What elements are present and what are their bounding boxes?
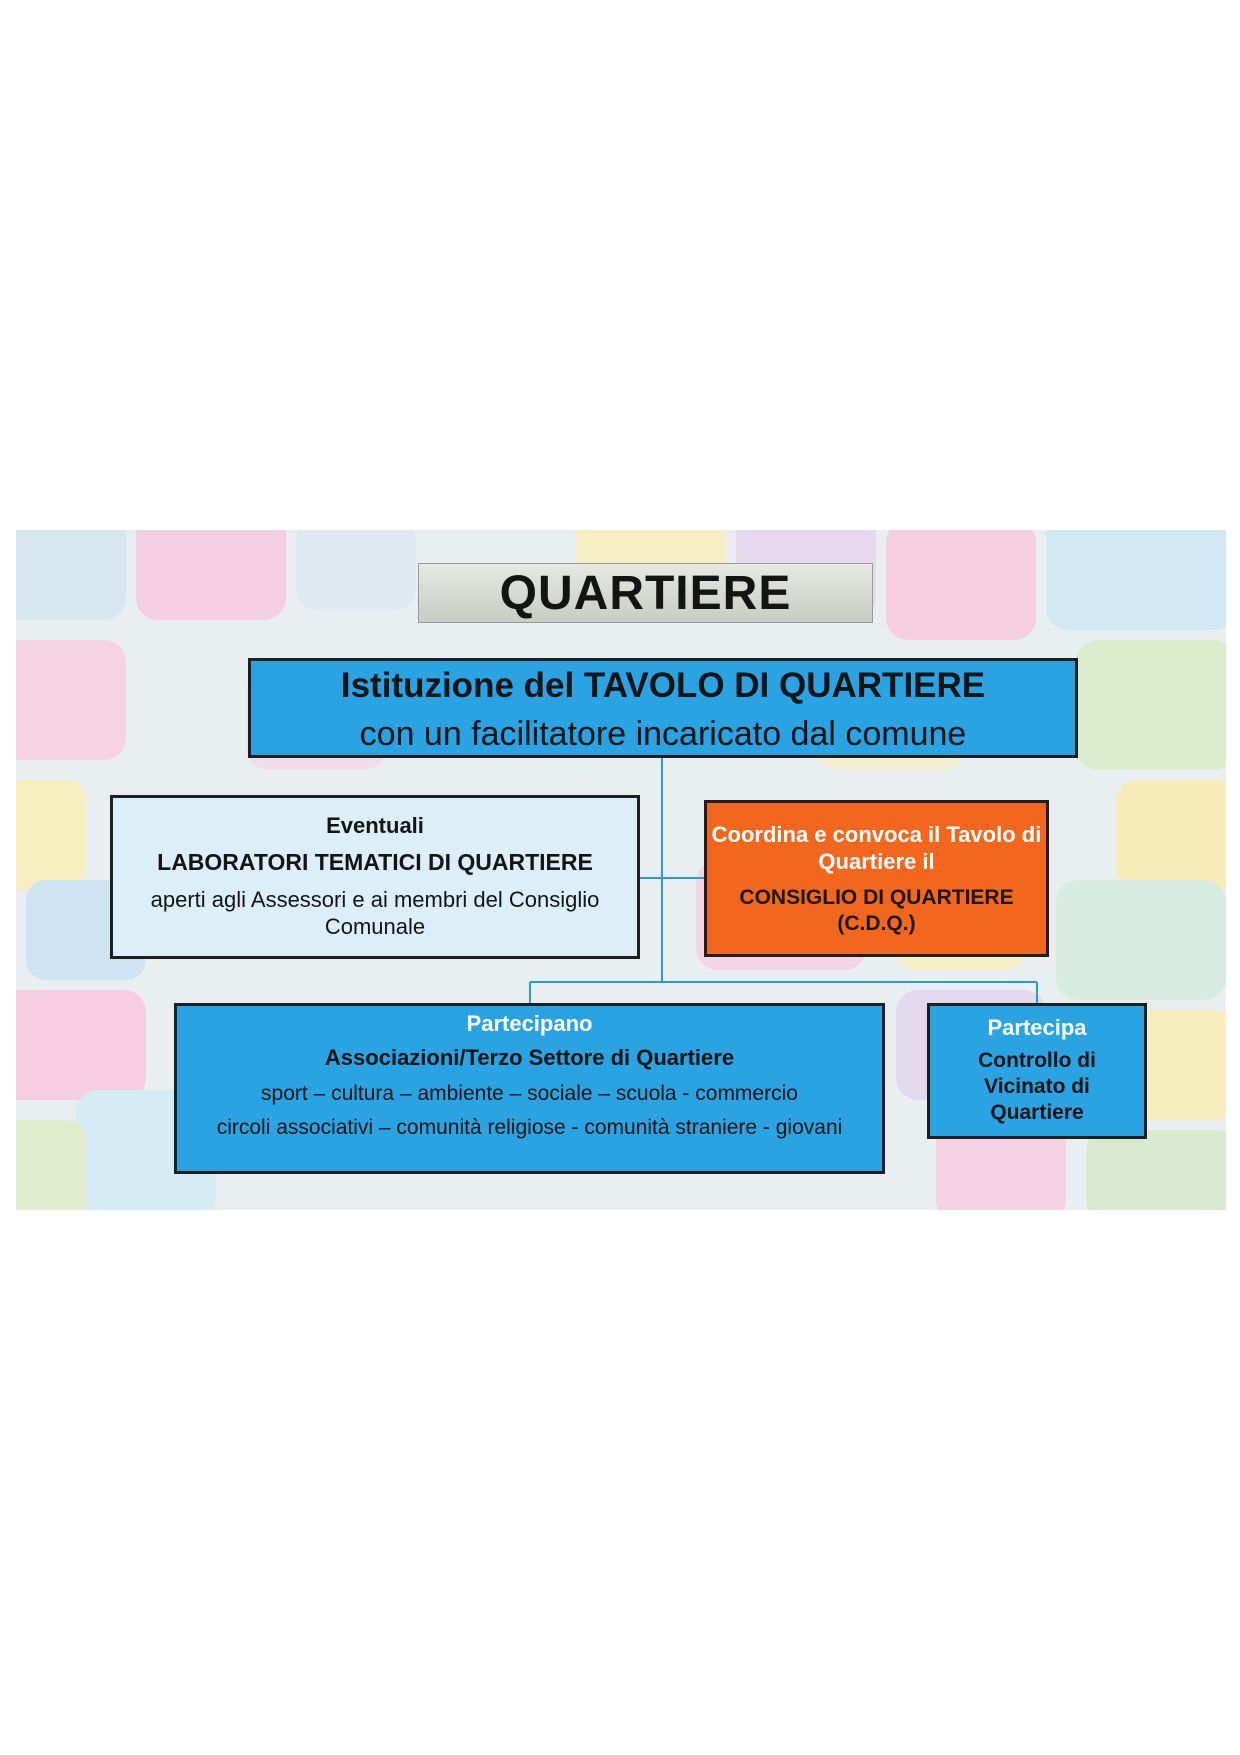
laboratori-label-eventuali: Eventuali [326, 813, 424, 838]
associazioni-box [174, 1003, 885, 1174]
laboratori-tematici-box [110, 795, 640, 959]
tavolo-subheading: con un facilitatore incaricato dal comune [359, 715, 967, 753]
associazioni-label-partecipano: Partecipano [466, 1011, 593, 1036]
associazioni-groups: circoli associativi – comunità religiose - comunità straniere - giovani [216, 1116, 843, 1139]
tavolo-heading: Istituzione del TAVOLO DI QUARTIERE [340, 666, 986, 705]
consiglio-di-quartiere-box [704, 800, 1049, 957]
laboratori-description: aperti agli Assessori e ai membri del Consiglio Comunale [150, 887, 600, 939]
consiglio-role-text: Coordina e convoca il Tavolo di Quartiere il [711, 822, 1042, 874]
associazioni-sectors: sport – cultura – ambiente – sociale – scuola - commercio [261, 1082, 798, 1105]
laboratori-heading: LABORATORI TEMATICI DI QUARTIERE [157, 849, 593, 875]
vicinato-heading: Controllo di Vicinato di Quartiere [978, 1049, 1096, 1124]
consiglio-heading: CONSIGLIO DI QUARTIERE (C.D.Q.) [739, 886, 1014, 935]
controllo-di-vicinato-box [927, 1003, 1147, 1139]
vicinato-label-partecipa: Partecipa [987, 1015, 1087, 1040]
tavolo-di-quartiere-box [248, 658, 1078, 758]
diagram-title: QUARTIERE [418, 563, 873, 623]
associazioni-heading: Associazioni/Terzo Settore di Quartiere [324, 1045, 735, 1070]
